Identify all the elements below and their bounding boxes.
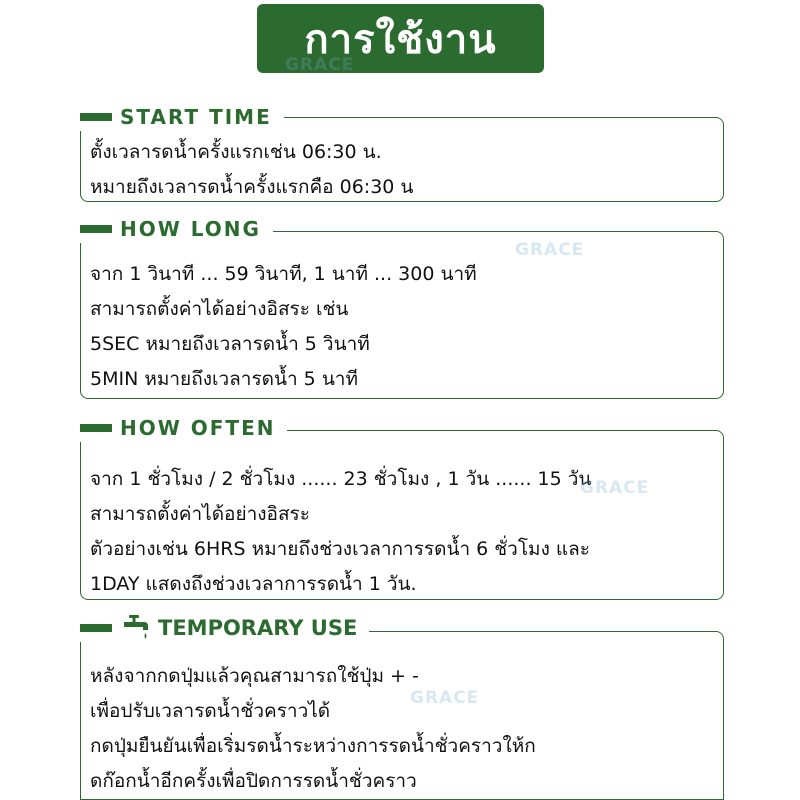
- text-line: 1DAY แสดงถึงช่วงเวลาการรดน้ำ 1 วัน.: [90, 573, 417, 595]
- how-long-body: [90, 257, 477, 397]
- watermark-logo: GRACE: [580, 478, 650, 498]
- text-line: หมายถึงเวลารดน้ำครั้งแรกคือ 06:30 น: [90, 176, 414, 198]
- text-line: ดก๊อกน้ำอีกครั้งเพื่อปิดการรดน้ำชั่วคราว: [90, 770, 417, 792]
- text-line: ตั้งเวลารดน้ำครั้งแรกเช่น 06:30 น.: [90, 141, 382, 163]
- page-title: การใช้งาน: [304, 16, 497, 63]
- faucet-icon: [120, 614, 150, 642]
- how-long-header: [80, 215, 273, 243]
- text-line: 5SEC หมายถึงเวลารดน้ำ 5 วินาที: [90, 333, 370, 355]
- start-time-body: [90, 135, 413, 205]
- how-often-header: [80, 414, 287, 442]
- start-time-heading: START TIME: [120, 105, 272, 129]
- temporary-use-heading: TEMPORARY USE: [158, 616, 358, 640]
- text-line: เพื่อปรับเวลารดน้ำชั่วคราวได้: [90, 700, 331, 722]
- text-line: กดปุ่มยืนยันเพื่อเริ่มรดน้ำระหว่างการรดน้ำชั่วคราวให้ก: [90, 735, 536, 757]
- header-bar: [80, 624, 112, 632]
- text-line: 5MIN หมายถึงเวลารดน้ำ 5 นาที: [90, 368, 358, 390]
- header-bar: [80, 424, 112, 432]
- page-title-badge: [257, 4, 544, 73]
- watermark-logo: GRACE: [410, 688, 480, 708]
- header-bar: [80, 225, 112, 233]
- temporary-use-body: [90, 659, 536, 799]
- watermark-logo: GRACE: [515, 240, 585, 260]
- text-line: สามารถตั้งค่าได้อย่างอิสระ เช่น: [90, 298, 349, 320]
- start-time-header: [80, 103, 284, 131]
- how-often-body: [90, 462, 591, 602]
- watermark-logo: GRACE: [285, 55, 355, 75]
- text-line: ตัวอย่างเช่น 6HRS หมายถึงช่วงเวลาการรดน้ำ 6 ชั่วโมง และ: [90, 538, 590, 560]
- text-line: จาก 1 วินาที ... 59 วินาที, 1 นาที ... 300 นาที: [90, 263, 477, 285]
- how-often-heading: HOW OFTEN: [120, 416, 276, 440]
- text-line: จาก 1 ชั่วโมง / 2 ชั่วโมง ...... 23 ชั่วโมง , 1 วัน ...... 15 วัน: [90, 468, 592, 490]
- header-bar: [80, 113, 112, 121]
- text-line: สามารถตั้งค่าได้อย่างอิสระ: [90, 503, 310, 525]
- how-long-heading: HOW LONG: [120, 217, 261, 241]
- temporary-use-header: [80, 614, 369, 642]
- text-line: หลังจากกดปุ่มแล้วคุณสามารถใช้ปุ่ม + -: [90, 665, 419, 687]
